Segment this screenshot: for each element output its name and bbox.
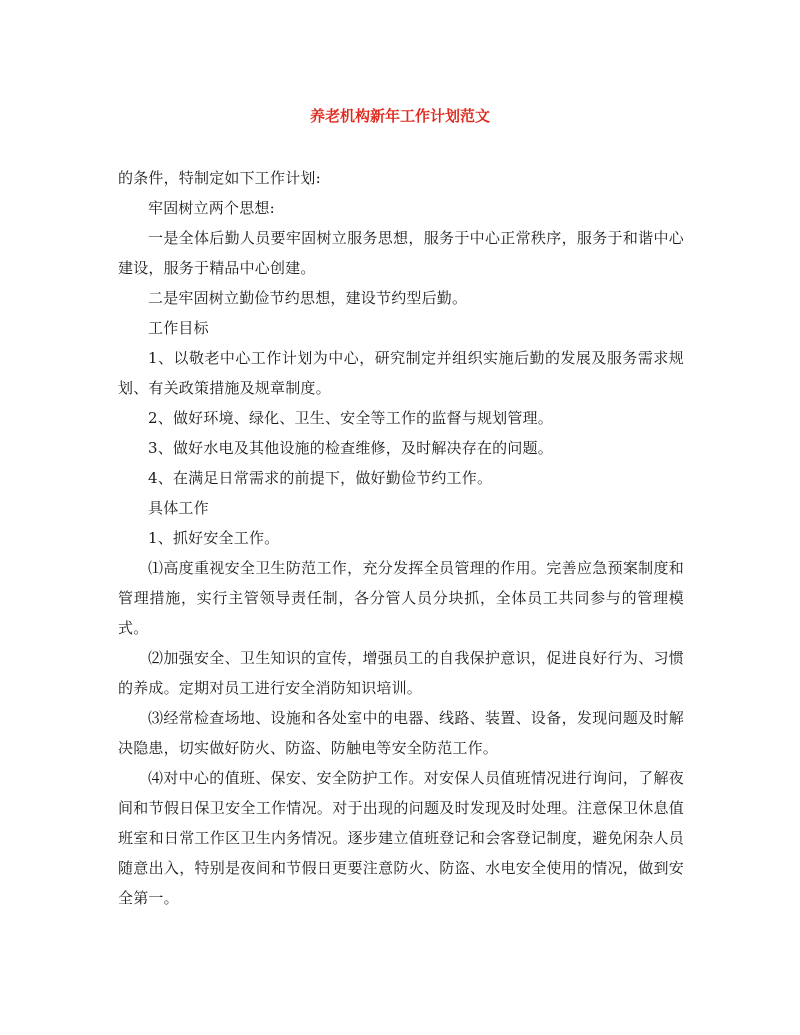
list-item: ⑴高度重视安全卫生防范工作，充分发挥全员管理的作用。完善应急预案制度和管理措施，实行主管领导责任制，各分管人员分块抓，全体员工共同参与的管理模式。 [118,559,684,637]
list-item: ⑶经常检查场地、设施和各处室中的电器、线路、装置、设备，发现问题及时解决隐患，切实做好防火、防盗、防触电等安全防范工作。 [118,709,684,757]
list-item: ⑵加强安全、卫生知识的宣传，增强员工的自我保护意识，促进良好行为、习惯的养成。定期对员工进行安全消防知识培训。 [118,649,684,697]
paragraph: 二是牢固树立勤俭节约思想，建设节约型后勤。 [148,289,468,307]
list-item: ⑷对中心的值班、保安、安全防护工作。对安保人员值班情况进行询问，了解夜间和节假日保卫安全工作情况。对于出现的问题及时发现及时处理。注意保卫休息值班室和日常工作区卫生内务情况。逐步建立值班登记和会客登记制度，避免闲杂人员随意出入，特别是夜间和节假日更要注意防火、防盗、水电安全使用的情况，做到安全第一。 [118,769,684,907]
list-item: 1、以敬老中心工作计划为中心，研究制定并组织实施后勤的发展及服务需求规划、有关政策措施及规章制度。 [118,349,684,397]
document-title: 养老机构新年工作计划范文 [309,107,490,125]
paragraph: 牢固树立两个思想: [148,199,275,217]
paragraph: 的条件，特制定如下工作计划: [118,169,321,187]
list-item: 3、做好水电及其他设施的检查维修，及时解决存在的问题。 [148,439,553,457]
list-item: 2、做好环境、绿化、卫生、安全等工作的监督与规划管理。 [148,409,553,427]
list-item: 4、在满足日常需求的前提下，做好勤俭节约工作。 [148,469,493,487]
list-item: 1、抓好安全工作。 [148,529,280,547]
section-heading: 具体工作 [148,499,209,517]
document-body [118,163,684,913]
section-heading: 工作目标 [148,319,209,337]
paragraph: 一是全体后勤人员要牢固树立服务思想，服务于中心正常秩序，服务于和谐中心建设，服务于精品中心创建。 [118,229,684,277]
